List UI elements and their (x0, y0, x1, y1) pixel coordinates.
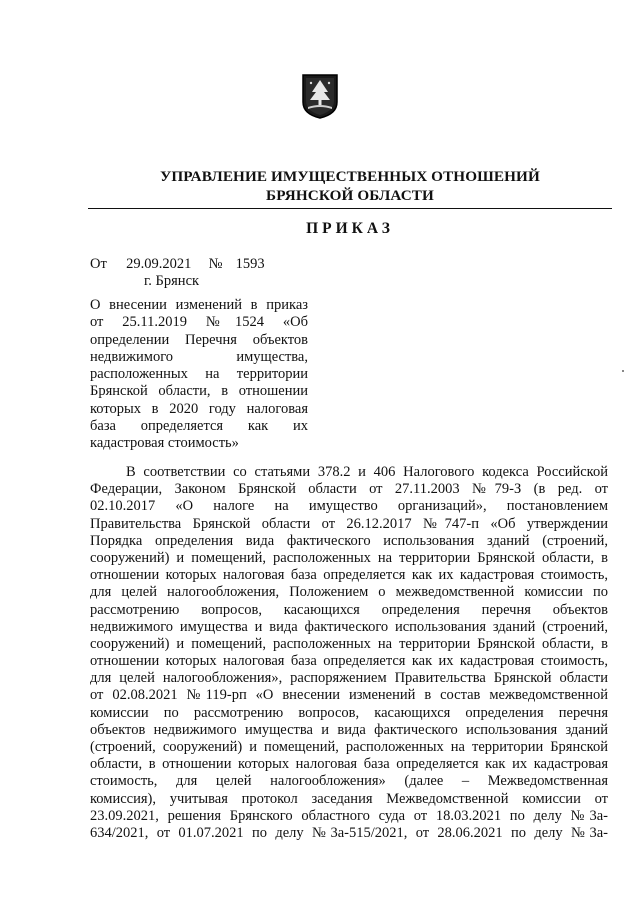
order-date-number (90, 256, 265, 273)
city: г. Брянск (144, 273, 200, 289)
body-line: В соответствии со статьями 378.2 и 406 Налогового кодекса Российской (126, 464, 608, 480)
subject-line: О внесении изменений в приказ (90, 297, 308, 313)
body-line: Порядка определения вида фактического использования зданий (строений, (90, 532, 608, 549)
from-label: От (90, 256, 107, 272)
subject-line: расположенных на территории (90, 366, 308, 383)
body-line: от 02.08.2021 №119-рп «О внесении изменений в состав межведомственной (90, 687, 608, 704)
body-line: области, в отношении которых налоговая база определяется как их кадастровая (90, 756, 608, 773)
body-line: Федерации, Законом Брянской области от 27.11.2003 №79-З (в ред. от (90, 481, 608, 498)
body-line: 634/2021, от 01.07.2021 по делу №3а-515/2021, от 28.06.2021 по делу №3а- (90, 824, 608, 841)
body-line: Правительства Брянской области от 26.12.2017 №747-п «Об утверждении (90, 515, 608, 532)
body-line: рассмотрению вопросов, касающихся определения перечня объектов (90, 601, 608, 618)
subject-line: определении Перечня объектов (90, 331, 308, 348)
body-line: недвижимого имущества и вида фактического использования зданий (строений, (90, 618, 608, 635)
organization-name (90, 167, 610, 205)
body-line: сооружений) и помещений, расположенных на территории Брянской области, в (90, 635, 608, 652)
order-date: 29.09.2021 (126, 256, 192, 272)
body-line: 23.09.2021, решения Брянского областного суда от 18.03.2021 по делу №3а- (90, 807, 608, 824)
body-line: для целей налогообложения», распоряжением Правительства Брянской области (90, 670, 608, 687)
subject-line: кадастровая стоимость» (90, 435, 239, 452)
organization-name-line2: БРЯНСКОЙ ОБЛАСТИ (266, 187, 434, 204)
order-body-text (90, 464, 608, 842)
body-line: отношении которых налоговая база определяется как их кадастровая стоимость, (90, 653, 608, 670)
body-line: стоимость, для целей налогообложения» (далее – Межведомственная (90, 773, 608, 790)
subject-line: Брянской области, в отношении (90, 383, 308, 400)
body-line: объектов недвижимого имущества и вида фактического использования зданий (90, 721, 608, 738)
body-line: 02.10.2017 «О налоге на имущество организаций», постановлением (90, 498, 608, 515)
organization-name-line1: УПРАВЛЕНИЕ ИМУЩЕСТВЕННЫХ ОТНОШЕНИЙ (160, 168, 540, 185)
scan-speck (622, 370, 624, 372)
subject-line: недвижимого имущества, (90, 348, 308, 365)
body-line: для целей налогообложения, Положением о межведомственной комиссии по (90, 584, 608, 601)
subject-line: от 25.11.2019 №1524 «Об (90, 314, 308, 331)
order-subject (90, 297, 308, 453)
body-line: комиссии по рассмотрению вопросов, касающихся определения перечня (90, 704, 608, 721)
subject-line: база определяется как их (90, 418, 308, 435)
order-number: 1593 (235, 256, 265, 272)
body-line: (строений, сооружений) и помещений, расположенных на территории Брянской (90, 739, 608, 755)
number-label: № (208, 256, 223, 272)
coat-of-arms-emblem (300, 72, 340, 120)
subject-line: которых в 2020 году налоговая (90, 400, 308, 417)
body-line: комиссия), учитывая протокол заседания Межведомственной комиссии от (90, 790, 608, 807)
body-line: отношении которых налоговая база определяется как их кадастровая стоимость, (90, 567, 608, 584)
body-line: сооружений) и помещений, расположенных на территории Брянской области, в (90, 549, 608, 566)
document-type-title: ПРИКАЗ (306, 220, 394, 237)
header-divider (88, 208, 612, 209)
